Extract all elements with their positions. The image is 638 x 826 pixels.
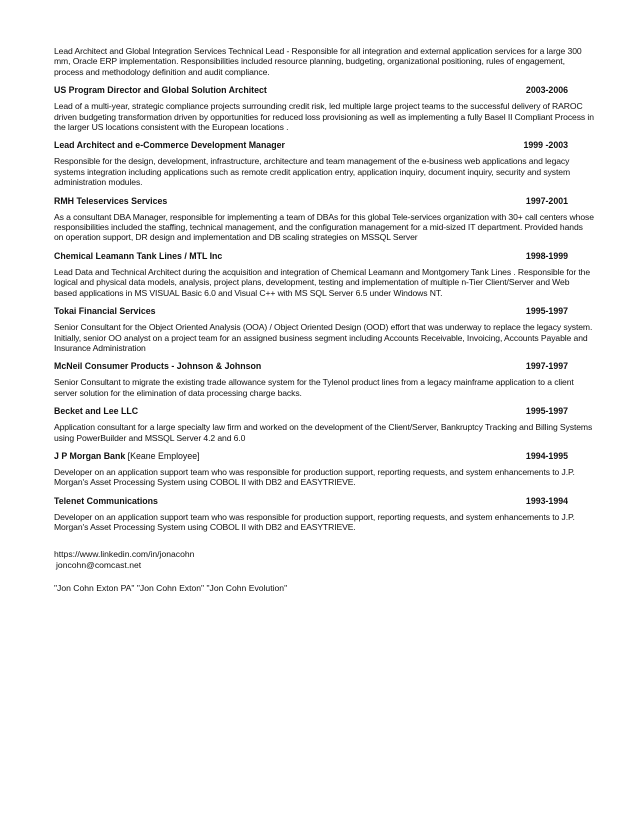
job-description: Developer on an application support team who was responsible for production support, reporting requests, and system enhancements to J.P. Morgan's Asset Processing System using COBOL II with DB2 and EASYTRIEVE.: [54, 511, 575, 533]
job-entry: [54, 85, 594, 132]
job-description: Application consultant for a large specialty law firm and worked on the development of the Client/Server, Bankruptcy Tracking and Billing Systems using PowerBuilder and MSSQL Server 4.2 and 6.0: [54, 422, 593, 443]
job-entry: [54, 140, 594, 187]
job-entry: [54, 451, 594, 488]
job-heading: [54, 85, 594, 95]
job-entry: [54, 361, 594, 398]
job-description: Developer on an application support team who was responsible for production support, reporting requests, and system enhancements to J.P. Morgan's Asset Processing System using COBOL II with DB2 and EASYTRIEVE.: [54, 466, 575, 488]
job-title: Tokai Financial Services: [54, 306, 156, 317]
job-dates: 1997-2001: [525, 195, 568, 206]
job-title: J P Morgan Bank: [54, 450, 126, 461]
job-entry: [54, 306, 594, 353]
job-title: Becket and Lee LLC: [54, 406, 139, 417]
job-title: US Program Director and Global Solution Architect: [54, 85, 267, 96]
job-dates: 1997-1997: [525, 361, 568, 372]
job-heading: [54, 306, 594, 316]
job-heading: [54, 251, 594, 261]
job-title: RMH Teleservices Services: [54, 195, 168, 206]
job-heading: [54, 496, 594, 506]
job-dates: 1995-1997: [525, 406, 568, 417]
job-entry: [54, 406, 594, 443]
job-entry: [54, 251, 594, 298]
job-dates: 1993-1994: [525, 495, 568, 506]
job-heading: [54, 451, 594, 461]
job-title: Lead Architect and e-Commerce Development Manager: [54, 140, 285, 151]
job-title: McNeil Consumer Products - Johnson & Johnson: [54, 361, 262, 372]
job-heading: [54, 140, 594, 150]
email-link[interactable]: joncohn@comcast.net: [56, 559, 142, 570]
job-dates: 2003-2006: [525, 85, 568, 96]
job-description: Senior Consultant to migrate the existing trade allowance system for the Tylenol product lines from a legacy mainframe application to a client server solution for the elimination of data processing charge backs.: [54, 377, 574, 398]
linkedin-link[interactable]: https://www.linkedin.com/in/jonacohn: [54, 548, 195, 559]
job-title: Chemical Leamann Tank Lines / MTL Inc: [54, 250, 223, 261]
job-description: Senior Consultant for the Object Oriented Analysis (OOA) / Object Oriented Design (OOD) effort that was underway to replace the legacy system. Initially, senior OO analyst on a project team for an assigned business segment including Accounts Receivable, Invoicing, Accounts Payable and Insurance Administration: [54, 322, 593, 353]
job-description: Responsible for the design, development, infrastructure, architecture and team management of the e-business web applications and legacy systems integration including applications such as remote credit application entry, application inquiry, document inquiry, security and system administration modules.: [54, 156, 571, 188]
job-dates: 1998-1999: [525, 250, 568, 261]
job-heading: [54, 406, 594, 416]
job-note: [Keane Employee]: [127, 450, 200, 461]
job-dates: 1995-1997: [525, 306, 568, 317]
job-dates: 1999 -2003: [523, 140, 568, 151]
job-entry: [54, 196, 594, 243]
resume-page: [54, 46, 594, 593]
job-description: Lead Data and Technical Architect during the acquisition and integration of Chemical Leamann and Montgomery Tank Lines . Responsible for the logical and physical data models, analysis, project plans, development, testing and implementation of multiple n-Tier Client/Server and Web based applications in MS VISUAL Basic 6.0 and Visual C++ with MS SQL Server 6.5 under Windows NT.: [54, 266, 591, 298]
job-heading: [54, 361, 594, 371]
search-tags: "Jon Cohn Exton PA" "Jon Cohn Exton" "Jon Cohn Evolution": [54, 582, 288, 593]
job-description: Lead of a multi-year, strategic compliance projects surrounding credit risk, led multiple large project teams to the successful delivery of RAROC driven budgeting transformation driven by opportunities for reduced loss provisioning as well as implementing a fully Basel II Compliant Process in the larger US locations consistent with the European locations .: [54, 101, 594, 133]
job-dates: 1994-1995: [525, 450, 568, 461]
intro-paragraph: Lead Architect and Global Integration Services Technical Lead - Responsible for all integration and external application services for a large 300 mm, Oracle ERP implementation. Responsibilities included resource planning, budgeting, organizational positioning, rules of engagement, process and methodology definition and audit compliance.: [54, 46, 582, 77]
job-title: Telenet Communications: [54, 495, 158, 506]
job-heading: [54, 196, 594, 206]
job-list: [54, 85, 594, 532]
contact-block: [54, 549, 594, 571]
job-description: As a consultant DBA Manager, responsible for implementing a team of DBAs for this global Tele-services organization with 30+ call centers whose responsibilities included the staffing, technical management, and the configuration management for a mid-sized IT department. Provided hands on operation support, DR design and implementation and DB scaling strategies on MSSQL Server: [54, 211, 594, 243]
job-entry: [54, 496, 594, 533]
